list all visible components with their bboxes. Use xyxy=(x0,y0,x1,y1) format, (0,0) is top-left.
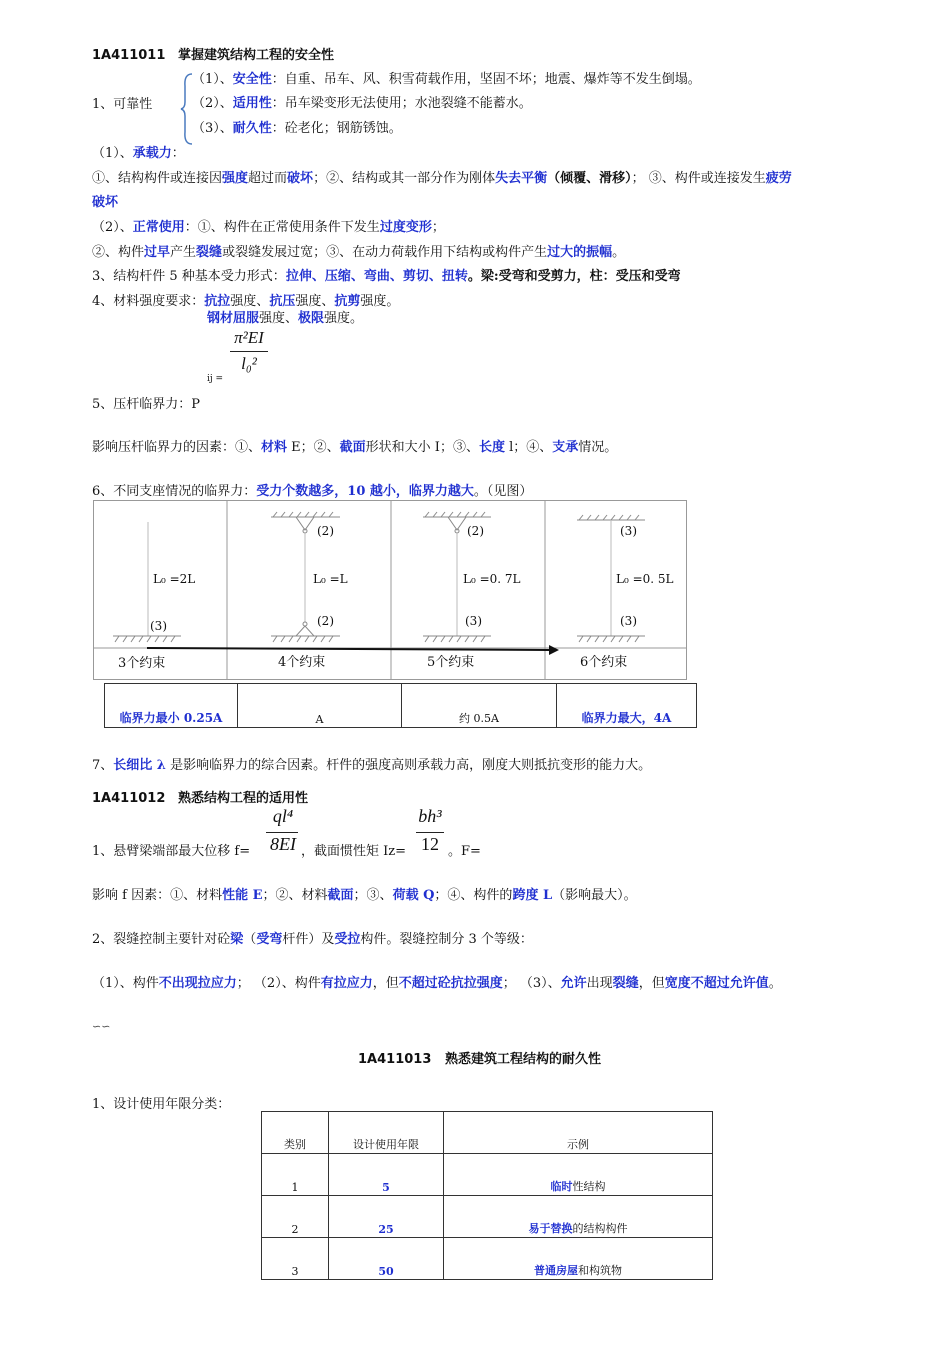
row1-years: 5 xyxy=(329,1154,444,1196)
material-strength-line2: 钢材屈服强度、极限强度。 xyxy=(207,311,364,326)
table-row xyxy=(262,1238,713,1280)
panel4-length: L₀ =0. 5L xyxy=(616,572,674,586)
deflection-line-a: 1、悬臂梁端部最大位移 f= xyxy=(92,844,251,859)
panel4-top-support: (3) xyxy=(620,524,637,538)
row3-example: 普通房屋和构筑物 xyxy=(444,1238,713,1280)
reliability-item-applicability: （2）、适用性：吊车梁变形无法使用；水池裂缝不能蓄水。 xyxy=(192,96,532,111)
section1-title: 掌握建筑结构工程的安全性 xyxy=(178,48,335,63)
critical-force-table xyxy=(104,683,697,728)
crack-grades-line: （1）、构件不出现拉应力； （2）、构件有拉应力，但不超过砼抗拉强度； （3）、允许出现裂缝，但宽度不超过允许值。 xyxy=(92,976,782,991)
deflection-denominator: 8EI xyxy=(270,834,296,854)
support-diagram-drawing xyxy=(93,500,687,680)
material-strength-line1: 4、材料强度要求：抗拉强度、抗压强度、抗剪强度。 xyxy=(92,294,400,309)
reliability-item-safety: （1）、安全性：自重、吊车、风、积雪荷载作用，坚固不坏；地震、爆炸等不发生倒塌。 xyxy=(192,72,701,87)
section1-code: 1A411011 xyxy=(92,48,166,63)
support-diagram xyxy=(93,500,687,680)
formula-numerator: π²EI xyxy=(234,328,264,347)
panel2-length: L₀ =L xyxy=(313,572,348,586)
crit-cell-max: 临界力最大，4A xyxy=(557,684,697,728)
row3-years: 50 xyxy=(329,1238,444,1280)
reliability-item-durability: （3）、耐久性：砼老化；钢筋锈蚀。 xyxy=(192,121,402,136)
force-forms-line: 3、结构杆件 5 种基本受力形式：拉伸、压缩、弯曲、剪切、扭转。梁:受弯和受剪力，柱：受压和受弯 xyxy=(92,269,681,284)
design-life-label: 1、设计使用年限分类： xyxy=(92,1097,231,1112)
formula-bar xyxy=(230,351,268,352)
header-years: 设计使用年限 xyxy=(329,1112,444,1154)
row1-example: 临时性结构 xyxy=(444,1154,713,1196)
deflection-bar xyxy=(266,832,298,833)
crit-cell-min: 临界力最小 0.25A xyxy=(105,684,238,728)
panel3-bottom-support: (3) xyxy=(465,614,482,628)
deflection-line-c: 。F= xyxy=(448,844,481,859)
row2-example: 易于替换的结构构件 xyxy=(444,1196,713,1238)
row3-category: 3 xyxy=(262,1238,329,1280)
crit-cell-a: A xyxy=(238,684,402,728)
row1-category: 1 xyxy=(262,1154,329,1196)
header-example: 示例 xyxy=(444,1112,713,1154)
formula-subscript: ij = xyxy=(207,374,224,384)
squiggle-mark: ∽∽ xyxy=(92,1020,111,1033)
inertia-denominator: 12 xyxy=(421,834,439,854)
panel3-constraint-count: 5个约束 xyxy=(427,655,475,670)
inertia-numerator: bh³ xyxy=(418,806,442,826)
f-factors-line: 影响 f 因素：①、材料性能 E；②、材料截面；③、荷载 Q；④、构件的跨度 L（影响最大）。 xyxy=(92,888,637,903)
header-category: 类别 xyxy=(262,1112,329,1154)
panel3-length: L₀ =0. 7L xyxy=(463,572,521,586)
panel1-constraint-count: 3个约束 xyxy=(118,656,166,671)
reliability-label: 1、可靠性 xyxy=(92,97,153,112)
section3-code: 1A411013 xyxy=(358,1052,432,1067)
table-row xyxy=(262,1196,713,1238)
panel2-top-support: (2) xyxy=(317,524,334,538)
capacity-heading: （1）、承载力： xyxy=(92,146,185,161)
panel1-length: L₀ =2L xyxy=(153,572,196,586)
capacity-line2: 破坏 xyxy=(92,195,119,210)
normal-use-line2: ②、构件过早产生裂缝或裂缝发展过宽；③、在动力荷载作用下结构或构件产生过大的振幅。 xyxy=(92,245,626,260)
deflection-numerator: ql⁴ xyxy=(272,806,294,826)
critical-force-line: 5、压杆临界力：P xyxy=(92,397,201,412)
panel2-bottom-support: (2) xyxy=(317,614,334,628)
section2-title: 熟悉结构工程的适用性 xyxy=(178,791,309,806)
influence-factors-line: 影响压杆临界力的因素：①、材料 E；②、截面形状和大小 I；③、长度 l；④、支承情况。 xyxy=(92,440,618,455)
panel4-bottom-support: (3) xyxy=(620,614,637,628)
table-header-row xyxy=(262,1112,713,1154)
formula-denominator: l₀² xyxy=(241,354,257,373)
section2-code: 1A411012 xyxy=(92,791,166,806)
table-row xyxy=(262,1154,713,1196)
section3-title: 熟悉建筑工程结构的耐久性 xyxy=(445,1052,602,1067)
panel2-constraint-count: 4个约束 xyxy=(278,655,326,670)
support-conditions-line: 6、不同支座情况的临界力：受力个数越多，10 越小，临界力越大。（见图） xyxy=(92,484,533,499)
inertia-line-b: ，截面惯性矩 Iz= xyxy=(301,844,407,859)
panel3-top-support: (2) xyxy=(467,524,484,538)
panel4-constraint-count: 6个约束 xyxy=(580,655,628,670)
crit-cell-half: 约 0.5A xyxy=(402,684,557,728)
normal-use-line1: （2）、正常使用：①、构件在正常使用条件下发生过度变形； xyxy=(92,220,445,235)
crack-control-line: 2、裂缝控制主要针对砼梁（受弯杆件）及受拉构件。裂缝控制分 3 个等级： xyxy=(92,932,533,947)
slenderness-line: 7、长细比 λ 是影响临界力的综合因素。杆件的强度高则承载力高，刚度大则抵抗变形的能力大。 xyxy=(92,758,652,773)
row2-years: 25 xyxy=(329,1196,444,1238)
panel1-bottom-support: (3) xyxy=(150,619,167,633)
capacity-line1: ①、结构构件或连接因强度超过而破坏；②、结构或其一部分作为刚体失去平衡（倾覆、滑移）； ③、构件或连接发生疲劳 xyxy=(92,171,792,186)
inertia-bar xyxy=(416,832,444,833)
design-life-table xyxy=(261,1111,713,1280)
row2-category: 2 xyxy=(262,1196,329,1238)
